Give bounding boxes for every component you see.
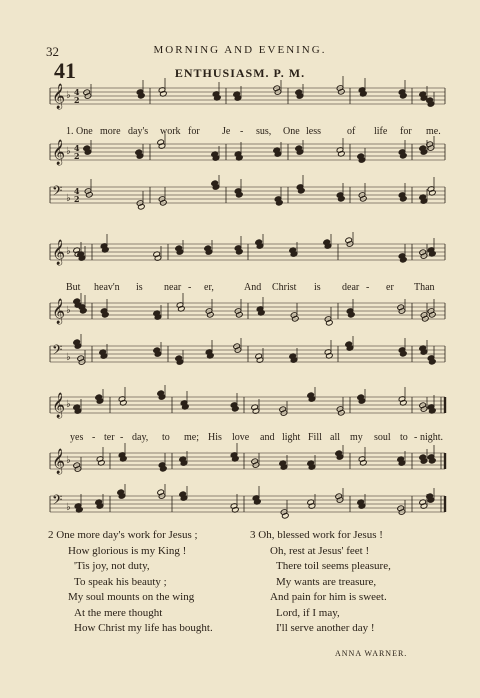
- treble-clef-icon: 𝄞: [52, 299, 66, 324]
- page-number: 32: [46, 44, 59, 59]
- lyric-syllable: Than: [414, 282, 435, 293]
- lyric-syllable: 1. One: [66, 126, 93, 137]
- lyric-syllable: sus,: [256, 126, 272, 137]
- time-signature: 4: [74, 186, 80, 196]
- flat-icon: ♭: [66, 352, 71, 363]
- verse-line: 3 Oh, blessed work for Jesus !: [250, 529, 383, 541]
- lyric-syllable: me.: [426, 126, 441, 137]
- lyric-syllable: love: [232, 432, 250, 443]
- staff: [50, 232, 445, 265]
- verse-line: How glorious is my King !: [68, 544, 187, 557]
- verse-line: Lord, if I may,: [276, 606, 340, 619]
- verse-2: [48, 528, 213, 637]
- treble-clef-icon: 𝄞: [52, 84, 66, 109]
- lyric-syllable: ter: [104, 432, 115, 443]
- lyric-syllable: for: [400, 126, 412, 137]
- lyric-syllable: -: [188, 282, 192, 293]
- lyric-syllable: Je: [222, 126, 231, 137]
- flat-icon: ♭: [66, 502, 71, 513]
- note-head: [282, 513, 290, 520]
- bass-clef-icon: 𝄢: [52, 183, 63, 202]
- flat-icon: ♭: [66, 146, 71, 157]
- staff: [50, 134, 445, 165]
- treble-clef-icon: 𝄞: [52, 240, 66, 265]
- lyric-syllable: is: [314, 282, 321, 293]
- verse-line: At the mere thought: [74, 606, 163, 619]
- treble-clef-icon: 𝄞: [52, 393, 66, 418]
- lyric-syllable: And: [244, 282, 262, 293]
- lyric-syllable: One: [283, 126, 300, 137]
- bass-clef-icon: 𝄢: [52, 342, 63, 361]
- flat-icon: ♭: [66, 246, 71, 257]
- lyric-syllable: dear: [342, 282, 360, 293]
- staff: [50, 76, 445, 109]
- note-head: [138, 204, 146, 211]
- verse-line: Oh, rest at Jesus' feet !: [270, 544, 370, 557]
- running-head: MORNING AND EVENING.: [153, 44, 327, 56]
- hymn-number: 41: [54, 58, 76, 83]
- lyric-syllable: -: [92, 432, 96, 443]
- lyric-syllable: But: [66, 282, 81, 293]
- lyric-syllable: more: [100, 126, 121, 137]
- lyric-syllable: -: [366, 282, 370, 293]
- staff: [50, 484, 445, 519]
- note-head: [157, 489, 165, 496]
- lyric-syllable: day's: [128, 126, 149, 137]
- lyric-syllable: is: [136, 282, 143, 293]
- verse-line: My soul mounts on the wing: [68, 591, 195, 603]
- lyric-syllable: my: [350, 432, 363, 443]
- verse-3: [250, 528, 391, 637]
- lyric-syllable: me;: [184, 432, 199, 443]
- lyric-syllable: life: [374, 126, 388, 137]
- lyric-syllable: heav'n: [94, 282, 120, 293]
- lyric-syllable: light: [282, 432, 301, 443]
- lyric-syllable: er: [386, 282, 394, 293]
- treble-clef-icon: 𝄞: [52, 140, 66, 165]
- lyric-syllable: to: [400, 432, 408, 443]
- lyric-syllable: night.: [420, 432, 444, 443]
- time-signature: 4: [74, 87, 80, 97]
- time-signature: 2: [74, 194, 80, 204]
- lyric-syllable: of: [347, 126, 356, 137]
- lyric-syllable: and: [260, 432, 275, 443]
- flat-icon: ♭: [66, 455, 71, 466]
- time-signature: 4: [74, 143, 80, 153]
- note-head: [326, 320, 334, 327]
- bass-clef-icon: 𝄢: [52, 492, 63, 511]
- lyric-syllable: all: [330, 432, 340, 443]
- lyric-syllable: -: [240, 126, 244, 137]
- staff: [50, 385, 445, 418]
- treble-clef-icon: 𝄞: [52, 449, 66, 474]
- staff: [50, 293, 445, 326]
- lyric-syllable: less: [306, 126, 321, 137]
- staff: [50, 443, 445, 474]
- time-signature: 2: [74, 151, 80, 161]
- verse-line: How Christ my life has bought.: [74, 622, 213, 634]
- flat-icon: ♭: [66, 305, 71, 316]
- time-signature: 2: [74, 95, 80, 105]
- verse-line: I'll serve another day !: [276, 622, 375, 634]
- lyric-syllable: near: [164, 282, 182, 293]
- lyric-syllable: -: [120, 432, 124, 443]
- verse-line: 2 One more day's work for Jesus ;: [48, 529, 198, 541]
- staff: [50, 175, 445, 210]
- verse-line: My wants are treasure,: [276, 575, 377, 588]
- lyric-syllable: for: [188, 126, 200, 137]
- lyric-syllable: work: [160, 126, 181, 137]
- author-credit: ANNA WARNER.: [335, 649, 408, 658]
- lyric-syllable: day,: [132, 432, 149, 443]
- note-head: [345, 237, 353, 244]
- lyric-syllable: His: [208, 432, 222, 443]
- lyric-syllable: er,: [204, 282, 214, 293]
- lyric-syllable: -: [414, 432, 418, 443]
- flat-icon: ♭: [66, 193, 71, 204]
- verse-line: To speak his beauty ;: [74, 575, 167, 588]
- lyric-syllable: Christ: [272, 282, 297, 293]
- note-head: [157, 139, 165, 146]
- flat-icon: ♭: [66, 399, 71, 410]
- hymn-title: ENTHUSIASM. P. M.: [174, 66, 306, 80]
- lyric-syllable: yes: [70, 432, 84, 443]
- verse-line: 'Tis joy, not duty,: [74, 560, 150, 572]
- lyric-syllable: soul: [374, 432, 391, 443]
- lyric-syllable: to: [162, 432, 170, 443]
- verse-line: And pain for him is sweet.: [270, 591, 387, 603]
- flat-icon: ♭: [66, 90, 71, 101]
- lyric-syllable: Fill: [308, 432, 322, 443]
- verse-line: There toil seems pleasure,: [276, 560, 391, 572]
- staff: [50, 334, 445, 365]
